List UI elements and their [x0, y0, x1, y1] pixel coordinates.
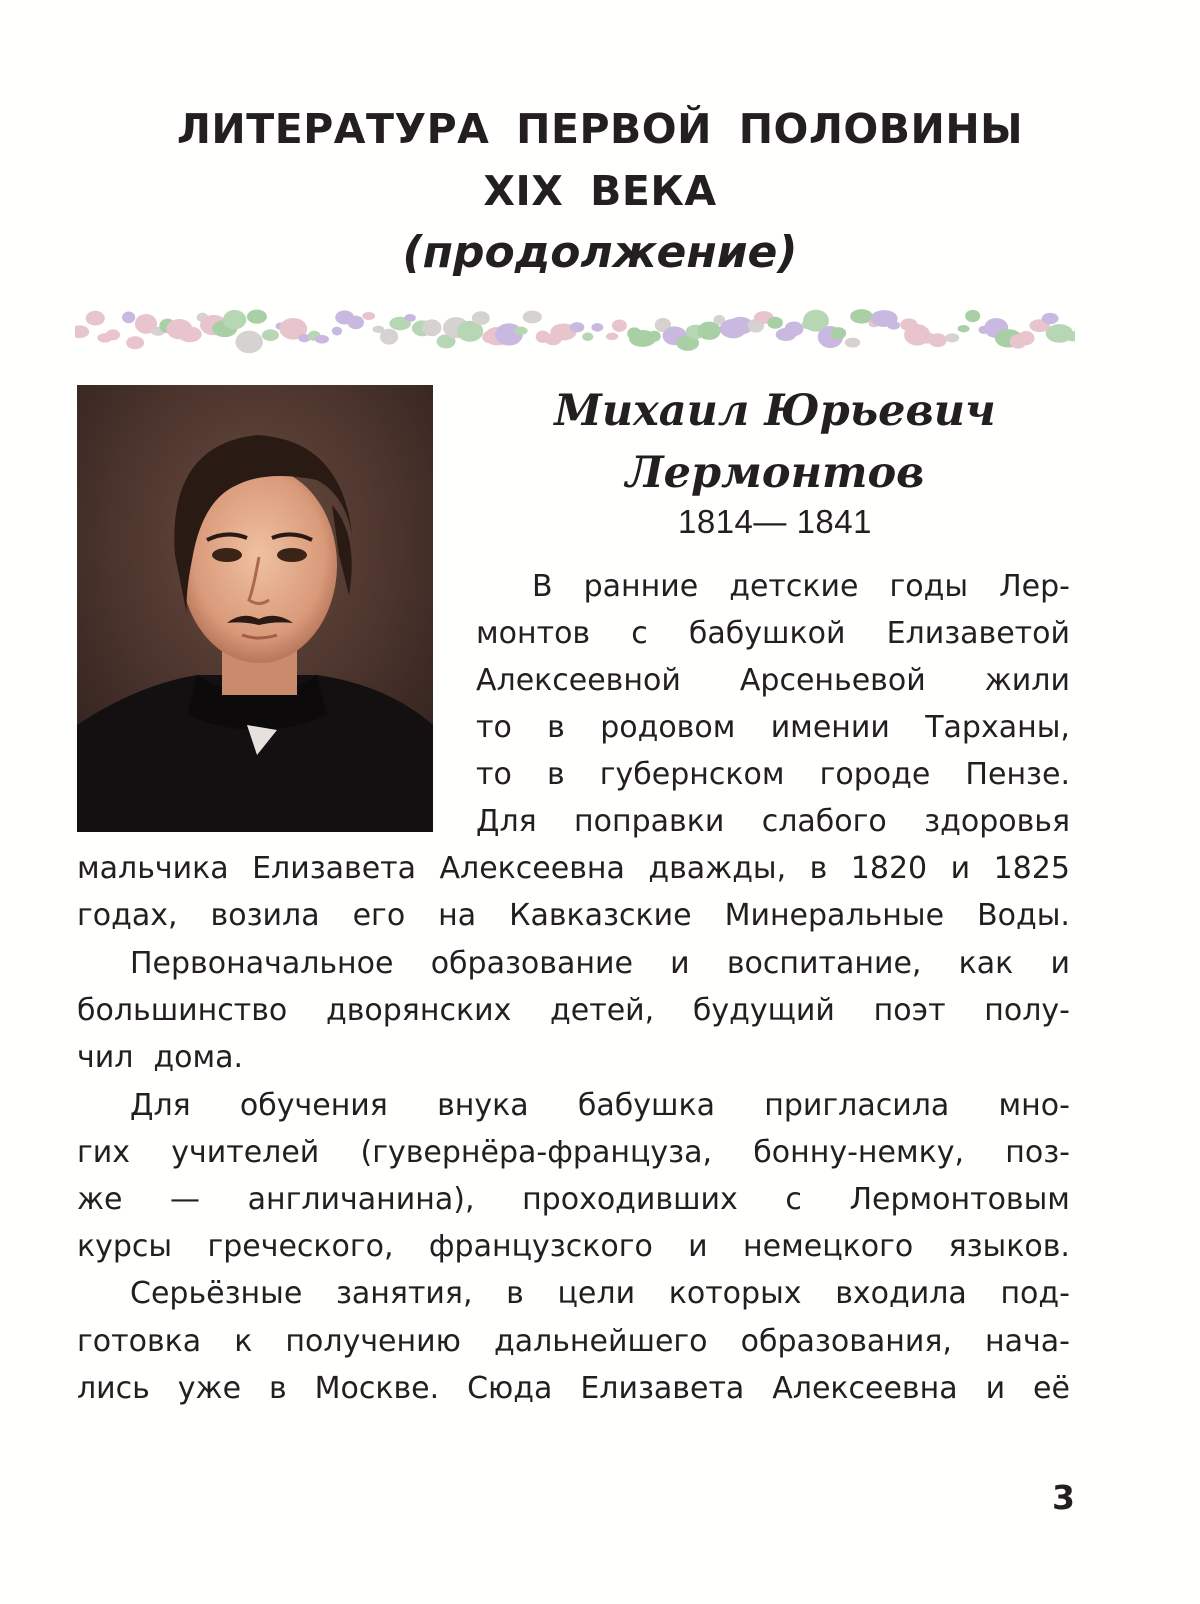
text-line: В ранние детские годы Лер-	[532, 569, 1070, 604]
text-line: гих учителей (гувернёра-француза, бонну-немку, поз-	[77, 1135, 1070, 1170]
pebble	[348, 316, 364, 330]
text-line: большинство дворянских детей, будущий поэт полу-	[77, 993, 1070, 1028]
chapter-title-line-1: ЛИТЕРАТУРА ПЕРВОЙ ПОЛОВИНЫ	[176, 105, 1024, 153]
pebble	[606, 333, 618, 340]
pebble-ornament-divider	[75, 298, 1075, 360]
text-line: же — англичанина), проходивших с Лермонтовым	[77, 1182, 1070, 1217]
pebble	[362, 312, 375, 320]
pebble	[380, 329, 398, 345]
pebble	[785, 321, 804, 336]
pebble	[178, 326, 202, 342]
pebble	[1018, 331, 1035, 345]
chapter-title	[0, 98, 1200, 284]
pebble	[591, 323, 603, 332]
pebble	[831, 327, 847, 339]
author-portrait	[77, 385, 433, 832]
pebble	[845, 338, 860, 348]
pebble	[75, 325, 89, 338]
author-name-line-2: Лермонтов	[625, 448, 925, 498]
pebble	[1042, 313, 1059, 324]
text-line: Серьёзные занятия, в цели которых входила под-	[130, 1276, 1070, 1311]
pebble	[928, 333, 946, 347]
text-line: чил дома.	[77, 1040, 244, 1075]
pebble	[648, 331, 660, 342]
pebble	[126, 336, 144, 349]
author-name	[470, 380, 1080, 504]
author-name-line-1: Михаил Юрьевич	[554, 386, 996, 436]
text-line: готовка к получению дальнейшего образования, нача-	[77, 1324, 1070, 1359]
pebble	[523, 311, 542, 324]
pebble	[86, 311, 105, 326]
text-line: то в родовом имении Тарханы,	[476, 710, 1070, 745]
chapter-title-line-3: (продолжение)	[402, 227, 798, 278]
pebble	[262, 329, 279, 341]
page-number: 3	[1052, 1478, 1075, 1517]
pebble	[767, 317, 783, 329]
pebble	[958, 325, 970, 332]
pebble	[514, 327, 528, 335]
pebble	[315, 335, 329, 344]
text-line: монтов с бабушкой Елизаветой	[476, 616, 1070, 651]
pebble	[247, 310, 267, 324]
text-line: Алексеевной Арсеньевой жили	[476, 663, 1070, 698]
pebble	[223, 310, 246, 329]
text-line: годах, возила его на Кавказские Минеральные Воды.	[77, 898, 1070, 933]
text-line: мальчика Елизавета Алексеевна дважды, в 1820 и 1825	[77, 851, 1070, 886]
pebble	[106, 329, 120, 340]
pebble	[965, 310, 980, 322]
pebble	[612, 320, 627, 332]
text-line: Для поправки слабого здоровья	[476, 804, 1070, 839]
text-line: курсы греческого, французского и немецкого языков.	[77, 1229, 1070, 1264]
pebble	[235, 331, 262, 354]
pebble	[332, 327, 342, 336]
text-line: Для обучения внука бабушка пригласила мно-	[130, 1088, 1070, 1123]
pebble	[404, 314, 415, 322]
pebble	[945, 333, 959, 342]
pebble	[887, 321, 900, 330]
pebble	[582, 333, 593, 341]
pebble	[570, 322, 585, 332]
pebble	[122, 312, 135, 324]
author-years: 1814— 1841	[678, 503, 872, 540]
text-line: то в губернском городе Пензе.	[476, 757, 1070, 792]
text-line: Первоначальное образование и воспитание, как и	[130, 946, 1070, 981]
pebble	[472, 311, 490, 325]
pebble	[422, 319, 442, 336]
chapter-title-line-2: XIX ВЕКА	[483, 167, 717, 215]
text-line: лись уже в Москве. Сюда Елизавета Алексеевна и её	[77, 1371, 1070, 1406]
